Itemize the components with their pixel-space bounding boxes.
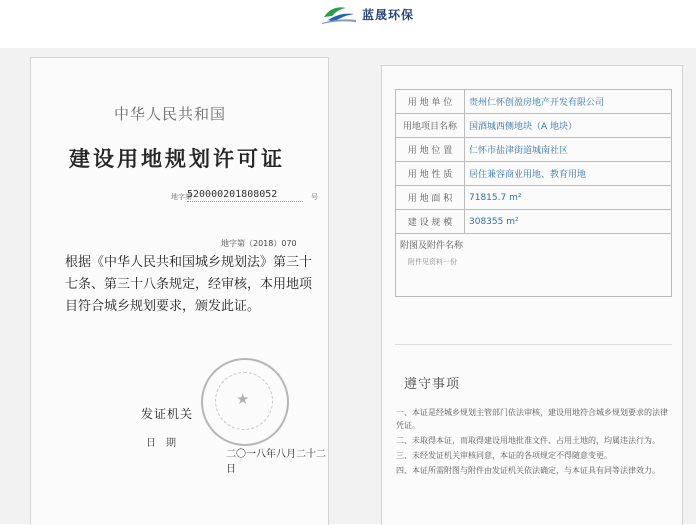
- cert-number: 520000201808052: [187, 189, 303, 202]
- row-label: 用 地 性 质: [396, 162, 465, 186]
- permit-title: 建设用地规划许可证: [69, 147, 285, 171]
- row-value: 308355 m²: [465, 210, 672, 234]
- table-row: [396, 138, 672, 162]
- row-label: 建 设 规 模: [396, 210, 465, 234]
- permit-body-text: 根据《中华人民共和国城乡规划法》第三十七条、第三十八条规定，经审核，本用地项目符合城乡规划要求，颁发此证。: [65, 255, 313, 314]
- row-label: 用 地 面 积: [396, 186, 465, 210]
- row-label: 用 地 位 置: [396, 138, 465, 162]
- site-header: [0, 0, 696, 52]
- divider: [395, 344, 672, 345]
- row-value: 国酒城西侧地块（A 地块）: [465, 114, 672, 138]
- cert-number-suffix: 号: [311, 193, 318, 201]
- cert-number-prefix: 地字第: [171, 193, 192, 201]
- notice-list: [396, 406, 672, 479]
- issuer-label: 发证机关: [141, 407, 194, 421]
- row-label: 用 地 单 位: [396, 90, 465, 114]
- row-value: 71815.7 m²: [465, 186, 672, 210]
- date-label: 日期: [146, 438, 186, 449]
- attachments-row: [396, 234, 672, 297]
- notice-item: 二、未取得本证，而取得建设用地批准文件、占用土地的，均属违法行为。: [396, 436, 660, 445]
- table-row: [396, 210, 672, 234]
- notice-item: 四、本证所需附图与附件由发证机关依法确定，与本证具有同等法律效力。: [396, 466, 660, 475]
- notice-item: 一、本证是经城乡规划主管部门依法审核，建设用地符合城乡规划要求的法律凭证。: [396, 408, 668, 430]
- attachments-label: 附图及附件名称: [400, 241, 464, 251]
- country-title: 中华人民共和国: [114, 105, 227, 123]
- official-seal-icon: ★: [201, 358, 289, 446]
- row-value: 贵州仁怀创盈房地产开发有限公司: [465, 90, 672, 114]
- logo-icon: [320, 3, 358, 25]
- row-label: 用地项目名称: [396, 114, 465, 138]
- notice-item: 三、未经发证机关审核同意，本证的各项规定不得随意变更。: [396, 451, 612, 460]
- table-row: [396, 114, 672, 138]
- permit-left-page: [30, 57, 329, 525]
- attachments-note: 附件见资料一份: [408, 258, 457, 266]
- file-number: 地字第（2018）070: [221, 239, 297, 248]
- row-value: 居住兼容商业用地、教育用地: [465, 162, 672, 186]
- table-row: [396, 162, 672, 186]
- table-row: [396, 186, 672, 210]
- brand-name: 蓝晟环保: [362, 8, 415, 22]
- land-info-table: [395, 89, 672, 297]
- table-row: [396, 90, 672, 114]
- attachments-cell: [396, 234, 672, 297]
- issue-date: 二〇一八年八月二十二日: [226, 449, 326, 475]
- permit-right-page: [381, 65, 683, 525]
- notice-title: 遵守事项: [404, 377, 461, 392]
- row-value: 仁怀市盐津街道城南社区: [465, 138, 672, 162]
